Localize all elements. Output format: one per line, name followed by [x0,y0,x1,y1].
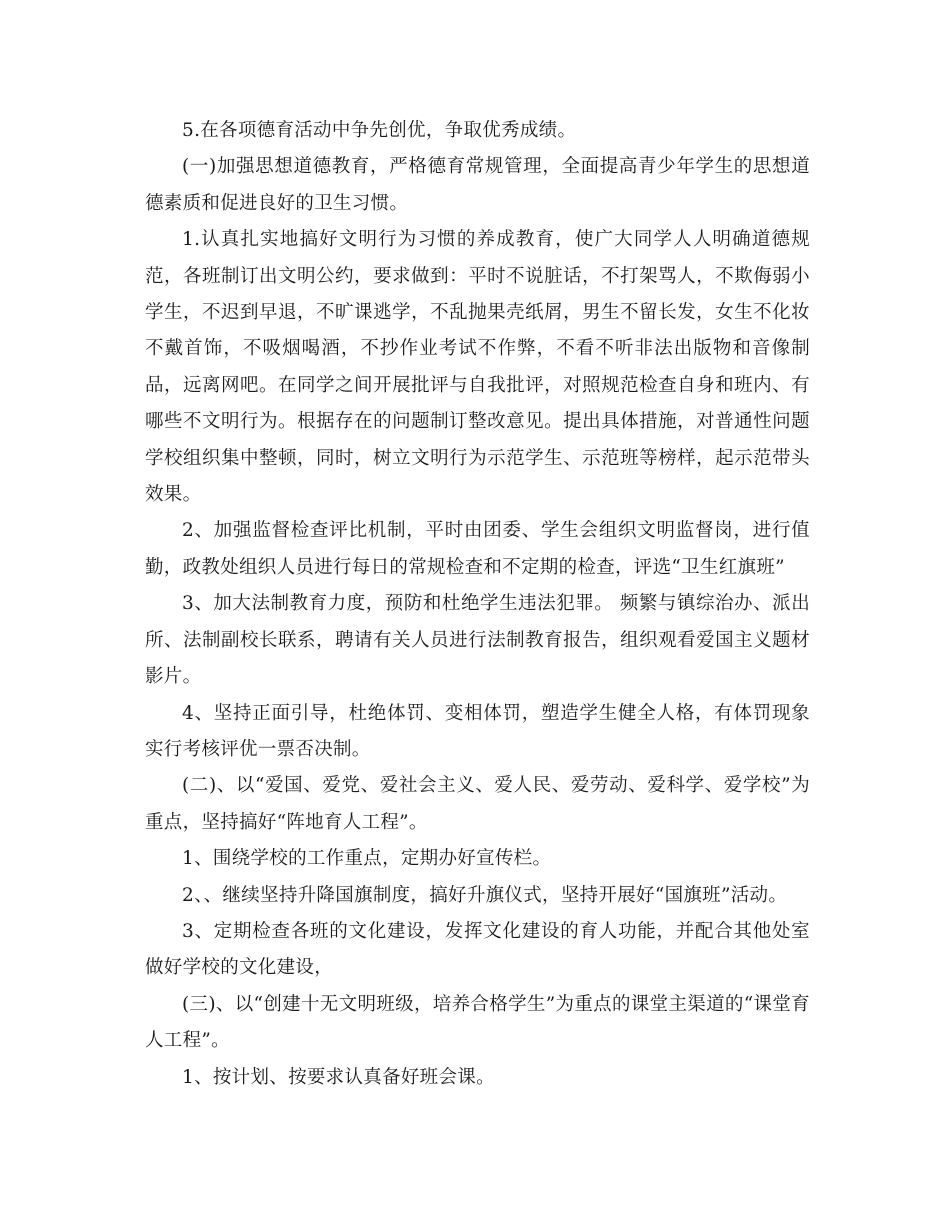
paragraph: 5.在各项德育活动中争先创优，争取优秀成绩。 [182,120,577,141]
paragraph: 2、加强监督检查评比机制，平时由团委、学生会组织文明监督岗，进行值勤，政教处组织人员进行每日的常规检查和不定期的检查，评选“卫生红旗班” [145,520,810,578]
paragraph: 3、加大法制教育力度，预防和杜绝学生违法犯罪。 频繁与镇综治办、派出所、法制副校长联系，聘请有关人员进行法制教育报告，组织观看爱国主义题材影片。 [145,593,810,688]
paragraph: 4、坚持正面引导，杜绝体罚、变相体罚，塑造学生健全人格，有体罚现象实行考核评优一票否决制。 [145,702,810,760]
paragraph: (二)、以“爱国、爱党、爱社会主义、爱人民、爱劳动、爱科学、爱学校”为重点，坚持搞好“阵地育人工程”。 [145,775,810,833]
paragraph: (三)、以“创建十无文明班级，培养合格学生”为重点的课堂主渠道的“课堂育人工程”。 [145,993,810,1052]
paragraph: 1.认真扎实地搞好文明行为习惯的养成教育，使广大同学人人明确道德规范，各班制订出文明公约，要求做到：平时不说脏话，不打架骂人，不欺侮弱小学生，不迟到早退，不旷课逃学，不乱抛果壳纸屑，男生不留长发，女生不化妆不戴首饰，不吸烟喝酒，不抄作业考试不作弊，不看不听非法出版物和音像制品，远离网吧。在同学之间开展批评与自我批评，对照规范检查自身和班内、有哪些不文明行为。根据存在的问题制订整改意见。提出具体措施，对普通性问题学校组织集中整顿，同时，树立文明行为示范学生、示范班等榜样，起示范带头效果。 [145,229,810,506]
paragraph: 3、定期检查各班的文化建设，发挥文化建设的育人功能，并配合其他处室做好学校的文化建设， [145,920,810,979]
paragraph: 2、、继续坚持升降国旗制度，搞好升旗仪式，坚持开展好“国旗班”活动。 [182,884,788,906]
document-body [145,113,810,1096]
paragraph: (一)加强思想道德教育，严格德育常规管理，全面提高青少年学生的思想道德素质和促进良好的卫生习惯。 [145,156,810,214]
paragraph: 1、围绕学校的工作重点，定期办好宣传栏。 [182,848,552,870]
paragraph: 1、按计划、按要求认真备好班会课。 [182,1066,495,1088]
